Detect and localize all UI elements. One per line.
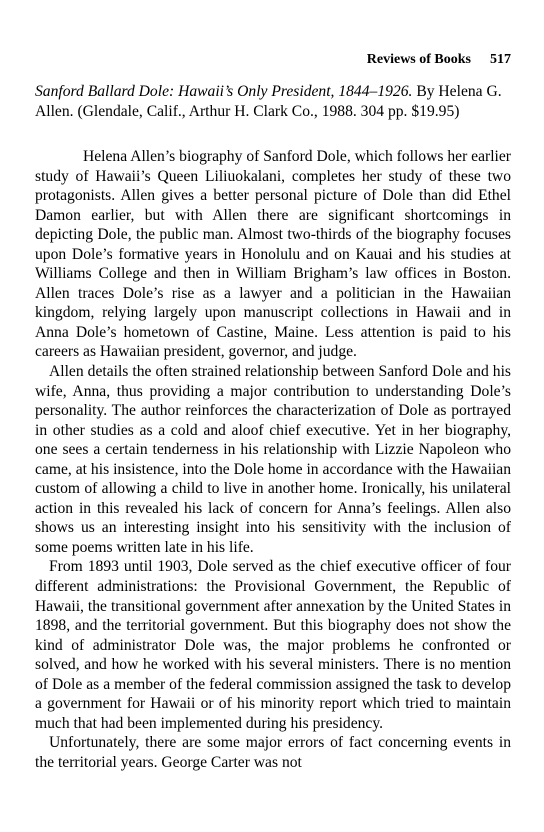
book-citation [35,82,511,122]
book-details: By Helena G. Allen. (Glendale, Calif., Arthur H. Clark Co., 1988. 304 pp. $19.95) [35,83,502,120]
book-title: Sanford Ballard Dole: Hawaii’s Only President, 1844–1926. [35,83,413,100]
running-head-title: Reviews of Books [366,52,471,67]
paragraph: Helena Allen’s biography of Sanford Dole, which follows her earlier study of Hawaii’s Queen Liliuokalani, completes her study of these two protagonists. Allen gives a better personal picture of Dole than did Ethel Damon earlier, but with Allen there are significant shortcomings in depicting Dole, the public man. Almost two-thirds of the biography focuses upon Dole’s formative years in Honolulu and on Kauai and his studies at Williams College and then in William Brigham’s law offices in Boston. Allen traces Dole’s rise as a lawyer and a politician in the Hawaiian kingdom, relying largely upon manuscript collections in Hawaii and in Anna Dole’s hometown of Castine, Maine. Less attention is paid to his careers as Hawaiian president, governor, and judge. [35,148,511,361]
paragraph: From 1893 until 1903, Dole served as the chief executive officer of four different administrations: the Provisional Government, the Republic of Hawaii, the transitional government after annexation by the United States in 1898, and the territorial government. But this biography does not show the kind of administrator Dole was, the major problems he confronted or solved, and how he worked with his several ministers. There is no mention of Dole as a member of the federal commission assigned the task to develop a government for Hawaii or of his minority report which tried to maintain much that had been implemented during his presidency. [35,558,511,732]
paragraph: Allen details the often strained relationship between Sanford Dole and his wife, Anna, thus providing a major contribution to understanding Dole’s personality. The author reinforces the characterization of Dole as portrayed in other studies as a cold and aloof chief executive. Yet in her biography, one sees a certain tenderness in his relationship with Lizzie Napoleon who came, at his insistence, into the Dole home in accordance with the Hawaiian custom of allowing a child to live in another home. Ironically, his unilateral action in this revealed his lack of concern for Anna’s feelings. Allen also shows us an interesting insight into his sensitivity with the inclusion of some poems written late in his life. [35,363,511,556]
paragraph: Unfortunately, there are some major errors of fact concerning events in the territorial years. George Carter was not [35,734,511,771]
review-body [35,147,511,773]
page-number: 517 [490,52,511,67]
running-head [35,50,511,70]
